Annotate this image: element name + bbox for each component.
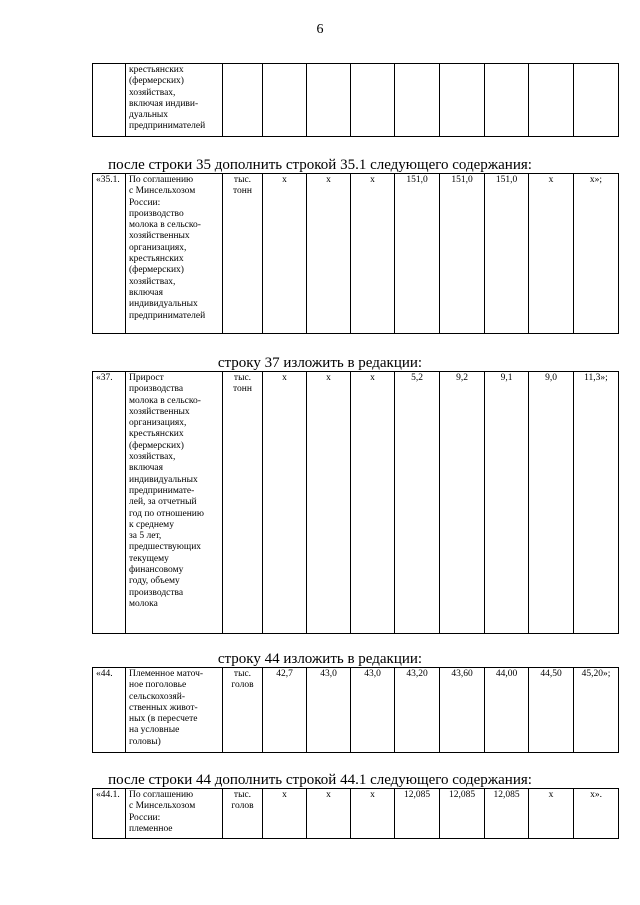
unit-line: тыс.: [233, 669, 252, 679]
value-cell: x: [307, 174, 351, 334]
value-cell: [574, 64, 619, 137]
value-cell: 43,0: [351, 668, 395, 753]
name-line: молока в сельско-: [129, 220, 201, 231]
name-line: хозяйственных: [129, 406, 190, 417]
row-name-cell: [126, 668, 223, 753]
value-cell: x: [263, 372, 307, 634]
value-cell: [440, 64, 485, 137]
value-cell: [485, 64, 529, 137]
unit-line: голов: [231, 680, 254, 691]
value-cell: 42,7: [263, 668, 307, 753]
value-cell: x: [351, 174, 395, 334]
section-heading: после строки 35 дополнить строкой 35.1 следующего содержания:: [108, 157, 532, 173]
value-cell: [263, 64, 307, 137]
value-cell: 12,085: [395, 789, 440, 839]
value-cell: 151,0: [440, 174, 485, 334]
name-line: на условные: [129, 725, 180, 736]
name-line: хозяйствах,: [129, 452, 176, 463]
name-line: включая: [129, 463, 163, 474]
value-cell: x»;: [574, 174, 619, 334]
name-line: хозяйственных: [129, 231, 190, 242]
value-cell: 9,2: [440, 372, 485, 634]
unit-cell: [223, 174, 263, 334]
name-line: Племенное маточ-: [129, 669, 204, 679]
name-line: крестьянских: [129, 65, 184, 75]
value-cell: 151,0: [395, 174, 440, 334]
name-line: головы): [129, 736, 161, 747]
table-row-44-1: [92, 788, 619, 839]
name-line: включая: [129, 287, 163, 298]
row-name-cell: [126, 372, 223, 634]
value-cell: x: [307, 789, 351, 839]
name-line: молока: [129, 598, 158, 609]
value-cell: 44,00: [485, 668, 529, 753]
name-line: крестьянских: [129, 254, 184, 265]
name-line: (фермерских): [129, 265, 184, 276]
name-line: хозяйствах,: [129, 276, 176, 287]
name-line: производства: [129, 384, 184, 395]
unit-cell: [223, 668, 263, 753]
name-line: дуальных: [129, 110, 169, 121]
value-cell: x: [307, 372, 351, 634]
value-cell: [529, 64, 574, 137]
unit-line: голов: [231, 801, 254, 812]
table-row-35-1: [92, 173, 619, 334]
unit-line: тыс.: [233, 175, 252, 185]
name-line: предпринимателей: [129, 310, 206, 321]
value-cell: 5,2: [395, 372, 440, 634]
name-line: хозяйствах,: [129, 87, 176, 98]
name-line: предпринимате-: [129, 485, 195, 496]
value-cell: 9,0: [529, 372, 574, 634]
value-cell: 45,20»;: [574, 668, 619, 753]
unit-cell: [223, 789, 263, 839]
name-line: сельскохозяй-: [129, 691, 185, 702]
name-line: год по отношению: [129, 508, 204, 519]
name-line: ных (в пересчете: [129, 714, 198, 725]
name-line: России:: [129, 812, 161, 823]
name-line: Прирост: [129, 373, 164, 383]
unit-line: тонн: [233, 384, 252, 395]
row-number-cell: «44.1.: [93, 789, 126, 839]
value-cell: 151,0: [485, 174, 529, 334]
unit-cell: [223, 372, 263, 634]
table-continuation: [92, 63, 619, 137]
name-line: крестьянских: [129, 429, 184, 440]
value-cell: [351, 64, 395, 137]
table-row-44: [92, 667, 619, 753]
value-cell: 43,60: [440, 668, 485, 753]
name-line: ное поголовье: [129, 680, 187, 691]
value-cell: x: [351, 372, 395, 634]
name-line: текущему: [129, 553, 169, 564]
name-line: молока в сельско-: [129, 395, 201, 406]
row-name-cell: [126, 789, 223, 839]
page-number: 6: [316, 22, 324, 37]
name-line: организациях,: [129, 418, 187, 429]
value-cell: [395, 64, 440, 137]
name-line: (фермерских): [129, 440, 184, 451]
name-line: году, объему: [129, 576, 180, 587]
name-line: предшествующих: [129, 542, 202, 553]
table-row-37: [92, 371, 619, 634]
name-line: производства: [129, 587, 184, 598]
name-line: с Минсельхозом: [129, 186, 196, 197]
row-name-cell: [126, 174, 223, 334]
unit-line: тыс.: [233, 790, 252, 800]
name-line: за 5 лет,: [129, 531, 162, 542]
value-cell: x: [529, 174, 574, 334]
name-line: с Минсельхозом: [129, 801, 196, 812]
name-line: По соглашению: [129, 790, 194, 800]
row-name-cell: [126, 64, 223, 137]
value-cell: 12,085: [440, 789, 485, 839]
value-cell: x: [529, 789, 574, 839]
table-row: [93, 668, 619, 753]
name-line: к среднему: [129, 519, 174, 530]
row-number-cell: «35.1.: [93, 174, 126, 334]
value-cell: x: [351, 789, 395, 839]
value-cell: 11,3»;: [574, 372, 619, 634]
name-line: индивидуальных: [129, 474, 198, 485]
name-line: финансовому: [129, 565, 184, 576]
name-line: включая индиви-: [129, 98, 199, 109]
row-number-cell: [93, 64, 126, 137]
value-cell: 43,0: [307, 668, 351, 753]
row-number-cell: «44.: [93, 668, 126, 753]
name-line: ственных живот-: [129, 702, 198, 713]
section-heading: после строки 44 дополнить строкой 44.1 следующего содержания:: [108, 772, 532, 788]
name-line: России:: [129, 197, 161, 208]
value-cell: x: [263, 174, 307, 334]
table-row: [93, 789, 619, 839]
value-cell: 43,20: [395, 668, 440, 753]
section-heading: строку 44 изложить в редакции:: [217, 651, 423, 667]
table-row: [93, 64, 619, 137]
table-row: [93, 174, 619, 334]
value-cell: 9,1: [485, 372, 529, 634]
section-heading: строку 37 изложить в редакции:: [217, 355, 423, 371]
value-cell: [307, 64, 351, 137]
unit-cell: [223, 64, 263, 137]
value-cell: x: [263, 789, 307, 839]
unit-line: тыс.: [233, 373, 252, 383]
table-row: [93, 372, 619, 634]
value-cell: 44,50: [529, 668, 574, 753]
name-line: индивидуальных: [129, 299, 198, 310]
name-line: племенное: [129, 823, 173, 834]
name-line: По соглашению: [129, 175, 194, 185]
row-number-cell: «37.: [93, 372, 126, 634]
name-line: организациях,: [129, 242, 187, 253]
name-line: (фермерских): [129, 76, 184, 87]
value-cell: 12,085: [485, 789, 529, 839]
name-line: предпринимателей: [129, 121, 206, 132]
name-line: производство: [129, 208, 184, 219]
unit-line: тонн: [233, 186, 252, 197]
name-line: лей, за отчетный: [129, 497, 197, 508]
value-cell: x».: [574, 789, 619, 839]
